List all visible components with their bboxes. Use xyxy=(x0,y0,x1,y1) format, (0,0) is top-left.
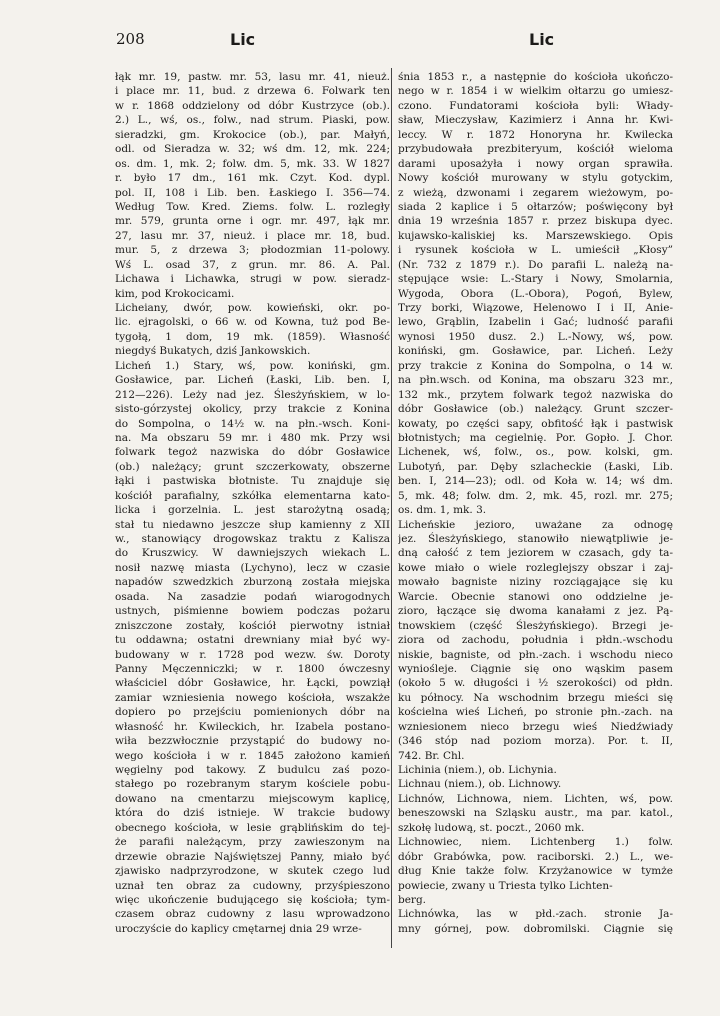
text-line: ziora od zachodu, południa i płdn.-wschodu xyxy=(398,634,673,647)
text-line: dną całość z tem jeziorem w czasach, gdy ta- xyxy=(398,547,673,560)
text-line: niskie, bagniste, od płn.-zach. i wschodu nieco xyxy=(398,648,673,661)
text-line: Wś L. osad 37, z grun. mr. 86. A. Pal. xyxy=(115,258,390,271)
text-line: Lichnau (niem.), ob. Lichnowy. xyxy=(398,778,562,791)
text-line: 742. Br. Chl. xyxy=(398,749,465,762)
text-line: (około 5 w. długości i ½ szerokości) od płdn. xyxy=(398,677,673,690)
text-line: kościół parafialny, szkółka elementarna kato- xyxy=(115,489,390,502)
text-line: na. Ma obszaru 59 mr. i 480 mk. Przy wsi xyxy=(115,431,390,444)
text-line: Trzy borki, Wiązowe, Helenowo I i II, Anie- xyxy=(398,302,673,314)
text-line: na płn.wsch. od Konina, ma obszaru 323 mr., xyxy=(398,374,673,387)
text-line: śnia 1853 r., a następnie do kościoła ukończo- xyxy=(398,71,673,83)
text-line: sław, Mieczysław, Kazimierz i Anna hr. Kwi- xyxy=(398,114,673,127)
text-line: że parafii należącym, przy zawieszonym na xyxy=(115,836,390,849)
text-line: berg. xyxy=(398,893,427,906)
text-line: folwark tegoż nazwiska do dóbr Gosławice xyxy=(115,446,390,459)
text-line: więc ukończenie budującego się kościoła; tym- xyxy=(115,893,390,906)
text-line: obecnego kościoła, w lesie grąblińskim do tej- xyxy=(115,821,390,834)
text-line: (Nr. 732 z 1879 r.). Do parafii L. należą na- xyxy=(398,258,673,271)
text-line: Wygoda, Obora (L.-Obora), Pogoń, Bylew, xyxy=(398,287,673,300)
text-line: stępujące wsie: L.-Stary i Nowy, Smolarnia, xyxy=(398,273,673,286)
text-line: r. było 17 dm., 161 mk. Czyt. Kod. dypl. xyxy=(115,172,390,185)
text-line: Lichenek, wś, folw., os., pow. kolski, gm. xyxy=(398,446,673,459)
text-line: mur. 5, z drzewa 3; płodozmian 11-polowy. xyxy=(115,244,390,257)
text-line: Nowy kościół murowany w stylu gotyckim, xyxy=(398,172,673,185)
text-line: Lichinia (niem.), ob. Lichynia. xyxy=(398,764,557,776)
text-line: koniński, gm. Gosławice, par. Licheń. Leży xyxy=(398,345,673,358)
text-line: siada 2 kaplice i 5 ołtarzów; poświęcony był xyxy=(398,200,673,213)
text-line: dóbr Gosławice (ob.) należący. Grunt szczer- xyxy=(398,403,673,416)
text-line: pol. II, 108 i Lib. ben. Łaskiego I. 356—74. xyxy=(115,186,390,199)
text-line: łąki i pastwiska błotniste. Tu znajduje się xyxy=(115,475,390,488)
text-line: ustnych, piśmienne bowiem podczas pożaru xyxy=(115,605,390,618)
text-line: węgielny pod takowy. Z budulcu zaś pozo- xyxy=(115,764,390,776)
text-line: Według Tow. Kred. Ziems. folw. L. rozległy xyxy=(115,200,390,213)
text-line: Gosławice, par. Licheń (Łaski, Lib. ben. I, xyxy=(115,374,390,387)
text-line: kujawsko-kaliskiej ks. Marszewskiego. Opis xyxy=(398,229,673,242)
text-line: lewo, Grąblin, Izabelin i Gać; ludność parafii xyxy=(398,316,673,329)
text-line: tnowskiem (część Ślesżyńskiego). Brzegi je- xyxy=(398,619,673,632)
text-line: 5, mk. 48; folw. dm. 2, mk. 45, rozl. mr. 275; xyxy=(398,489,673,502)
text-line: zniszczone zostały, kościół pierwotny istniał xyxy=(115,619,390,632)
text-line: czono. Fundatorami kościoła byli: Włady- xyxy=(398,99,673,112)
text-line: budowany w r. 1728 pod wezw. św. Doroty xyxy=(115,648,390,661)
text-line: w r. 1868 oddzielony od dóbr Kustrzyce (ob.). xyxy=(115,99,390,112)
text-line: 2.) L., wś, os., folw., nad strum. Piaski, pow. xyxy=(115,114,390,127)
text-line: drzewie obrazie Najświętszej Panny, miało być xyxy=(115,850,390,863)
text-line: stał tu niedawno jeszcze słup kamienny z XII xyxy=(115,518,390,531)
text-line: Licheiany, dwór, pow. kowieński, okr. po- xyxy=(115,302,390,314)
text-line: 132 mk., przytem folwark tegoż nazwiska do xyxy=(398,388,673,401)
text-line: leccy. W r. 1872 Honoryna hr. Kwilecka xyxy=(398,128,673,141)
text-line: tygołą, 1 dom, 19 mk. (1859). Własność xyxy=(115,330,390,343)
text-line: dowano na cmentarzu miejscowym kaplicę, xyxy=(115,792,390,805)
text-line: dopiero po przejściu pomienionych dóbr na xyxy=(115,706,390,719)
text-line: przy trakcie z Konina do Sompolna, o 14 w. xyxy=(398,359,673,372)
text-line: uznał ten obraz za cudowny, przyśpieszono xyxy=(115,879,390,892)
text-line: mowało bagniste niziny rozciągające się ku xyxy=(398,576,673,589)
text-line: zioro, łączące się dwoma kanałami z jez. Pą- xyxy=(398,605,673,618)
text-line: Licheń 1.) Stary, wś, pow. koniński, gm. xyxy=(115,359,390,372)
text-line: łąk mr. 19, pastw. mr. 53, lasu mr. 41, nieuż. xyxy=(115,71,390,83)
text-line: os. dm. 1, mk. 3. xyxy=(398,504,487,517)
text-line: jez. Ślesżyńskiego, stanowiło niewątpliwie je- xyxy=(398,533,673,545)
text-line: Licheńskie jezioro, uważane za odnogę xyxy=(398,518,673,531)
text-line: zamiar wzniesienia nowego kościoła, wszakże xyxy=(115,691,390,704)
right-running-head: Lic xyxy=(529,30,555,49)
text-line: do Sompolna, o 14½ w. na płn.-wsch. Koni- xyxy=(115,417,390,430)
text-line: beneszowski na Szląsku austr., ma par. katol., xyxy=(398,807,673,820)
text-line: napadów szwedzkich zburzoną została miejska xyxy=(115,576,390,589)
text-line: i place mr. 11, bud. z drzewa 6. Folwark ten xyxy=(115,85,390,98)
text-line: licka i gorzelnia. L. jest starożytną osadą; xyxy=(115,504,390,517)
text-line: niegdyś Bukatych, dziś Jankowskich. xyxy=(115,345,311,358)
text-line: sieradzki, gm. Krokocice (ob.), par. Małyń, xyxy=(115,128,390,141)
text-line: os. dm. 1, mk. 2; folw. dm. 5, mk. 33. W 1827 xyxy=(115,157,390,170)
text-line: Lubotyń, par. Dęby szlacheckie (Łaski, Lib. xyxy=(398,460,673,473)
text-line: dnia 19 września 1857 r. przez biskupa dyec. xyxy=(398,215,673,228)
text-line: osada. Na zasadzie podań wiarogodnych xyxy=(115,590,390,603)
text-line: odl. od Sieradza w. 32; wś dm. 12, mk. 224; xyxy=(115,143,390,156)
text-line: sisto-górzystej okolicy, przy trakcie z Konina xyxy=(115,403,390,416)
text-line: Warcie. Obecnie stanowi ono oddzielne je- xyxy=(398,590,673,603)
text-line: wego kościoła i w r. 1845 założono kamień xyxy=(115,749,390,762)
text-line: do Kruszwicy. W dawniejszych wiekach L. xyxy=(115,547,390,560)
text-line: kościelna wieś Licheń, po stronie płn.-zach. na xyxy=(398,706,673,719)
page-number: 208 xyxy=(116,30,145,48)
text-line: ku północy. Na wschodnim brzegu mieści się xyxy=(398,691,673,704)
text-line: która do dziś istnieje. W trakcie budowy xyxy=(115,807,390,820)
text-line: uroczyście do kaplicy cmętarnej dnia 29 wrze- xyxy=(115,922,362,935)
text-line: 27, lasu mr. 37, nieuż. i place mr. 18, bud. xyxy=(115,229,390,242)
text-line: kowaty, po części sapy, obfitość łąk i pastwisk xyxy=(398,417,673,430)
text-line: nosił nazwę miasta (Lychyno), lecz w czasie xyxy=(115,561,390,574)
text-line: (ob.) należący; grunt szczerkowaty, obszerne xyxy=(115,460,390,473)
text-line: dług Knie także folw. Krzyżanowice w tymże xyxy=(398,865,673,878)
text-line: Lichawa i Lichawka, strugi w pow. sieradz- xyxy=(115,273,390,286)
text-line: szkołę ludową, st. poczt., 2060 mk. xyxy=(398,821,585,834)
text-line: zjawisko nadprzyrodzone, w skutek czego lud xyxy=(115,865,390,878)
text-line: Panny Męczenniczki; w r. 1800 ówczesny xyxy=(115,662,390,675)
column-divider xyxy=(391,68,392,948)
text-line: czasem obraz cudowny z lasu wprowadzono xyxy=(115,908,390,921)
right-text-column xyxy=(398,70,673,936)
text-line: 212—226). Leży nad jez. Ślesżyńskiem, w lo- xyxy=(115,388,390,401)
text-line: mny górnej, pow. dobromilski. Ciągnie się xyxy=(398,922,673,935)
text-line: (346 stóp nad poziom morza). Por. t. II, xyxy=(398,735,673,748)
text-line: wiła bezzwłocznie przystąpić do budowy no- xyxy=(115,735,390,748)
text-line: stałego po rozebranym starym kościele pobu- xyxy=(115,778,390,791)
text-line: i rysunek kościoła w L. umieścił „Kłosy” xyxy=(398,244,673,257)
text-line: ben. I, 214—23); odl. od Koła w. 14; wś dm. xyxy=(398,475,673,488)
text-line: w., stanowiący drogowskaz traktu z Kalisza xyxy=(115,533,390,545)
text-line: dóbr Grabówka, pow. raciborski. 2.) L., we- xyxy=(398,850,673,863)
text-line: błotnistych; ma cegielnię. Por. Gopło. J. Chor. xyxy=(398,431,673,444)
text-line: kowe miało o wiele rozleglejszy obszar i zaj- xyxy=(398,561,673,574)
left-running-head: Lic xyxy=(230,30,256,49)
left-text-column xyxy=(115,70,390,936)
text-line: tu oddawna; ostatni drewniany miał być wy- xyxy=(115,634,390,647)
text-line: kim, pod Krokocicami. xyxy=(115,287,235,300)
text-line: wzniesionem nieco brzegu wieś Niedźwiady xyxy=(398,720,673,733)
text-line: powiecie, zwany u Triesta tylko Lichten- xyxy=(398,879,613,892)
text-line: mr. 579, grunta orne i ogr. mr. 497, łąk mr. xyxy=(115,215,390,228)
text-line: darami uposażyła i nowy organ sprawiła. xyxy=(398,157,673,170)
text-line: lic. ejragolski, o 66 w. od Kowna, tuż pod Be- xyxy=(115,316,390,329)
text-line: nego w r. 1854 i w wielkim ołtarzu go umiesz- xyxy=(398,85,673,98)
text-line: Lichnowiec, niem. Lichtenberg 1.) folw. xyxy=(398,836,673,849)
text-line: z wieżą, dzwonami i zegarem wieżowym, po- xyxy=(398,186,673,199)
text-line: właściciel dóbr Gosławice, hr. Łącki, powziął xyxy=(115,677,390,690)
text-line: własność hr. Kwileckich, hr. Izabela postano- xyxy=(115,720,390,733)
text-line: wynosi 1950 dusz. 2.) L.-Nowy, wś, pow. xyxy=(398,330,673,343)
text-line: Lichnów, Lichnowa, niem. Lichten, wś, pow. xyxy=(398,792,673,805)
text-line: przybudowała prezbiteryum, kościół wieloma xyxy=(398,143,673,156)
text-line: Lichnówka, las w płd.-zach. stronie Ja- xyxy=(398,908,673,921)
text-line: wyniośleje. Ciągnie się ono wąskim pasem xyxy=(398,662,673,675)
